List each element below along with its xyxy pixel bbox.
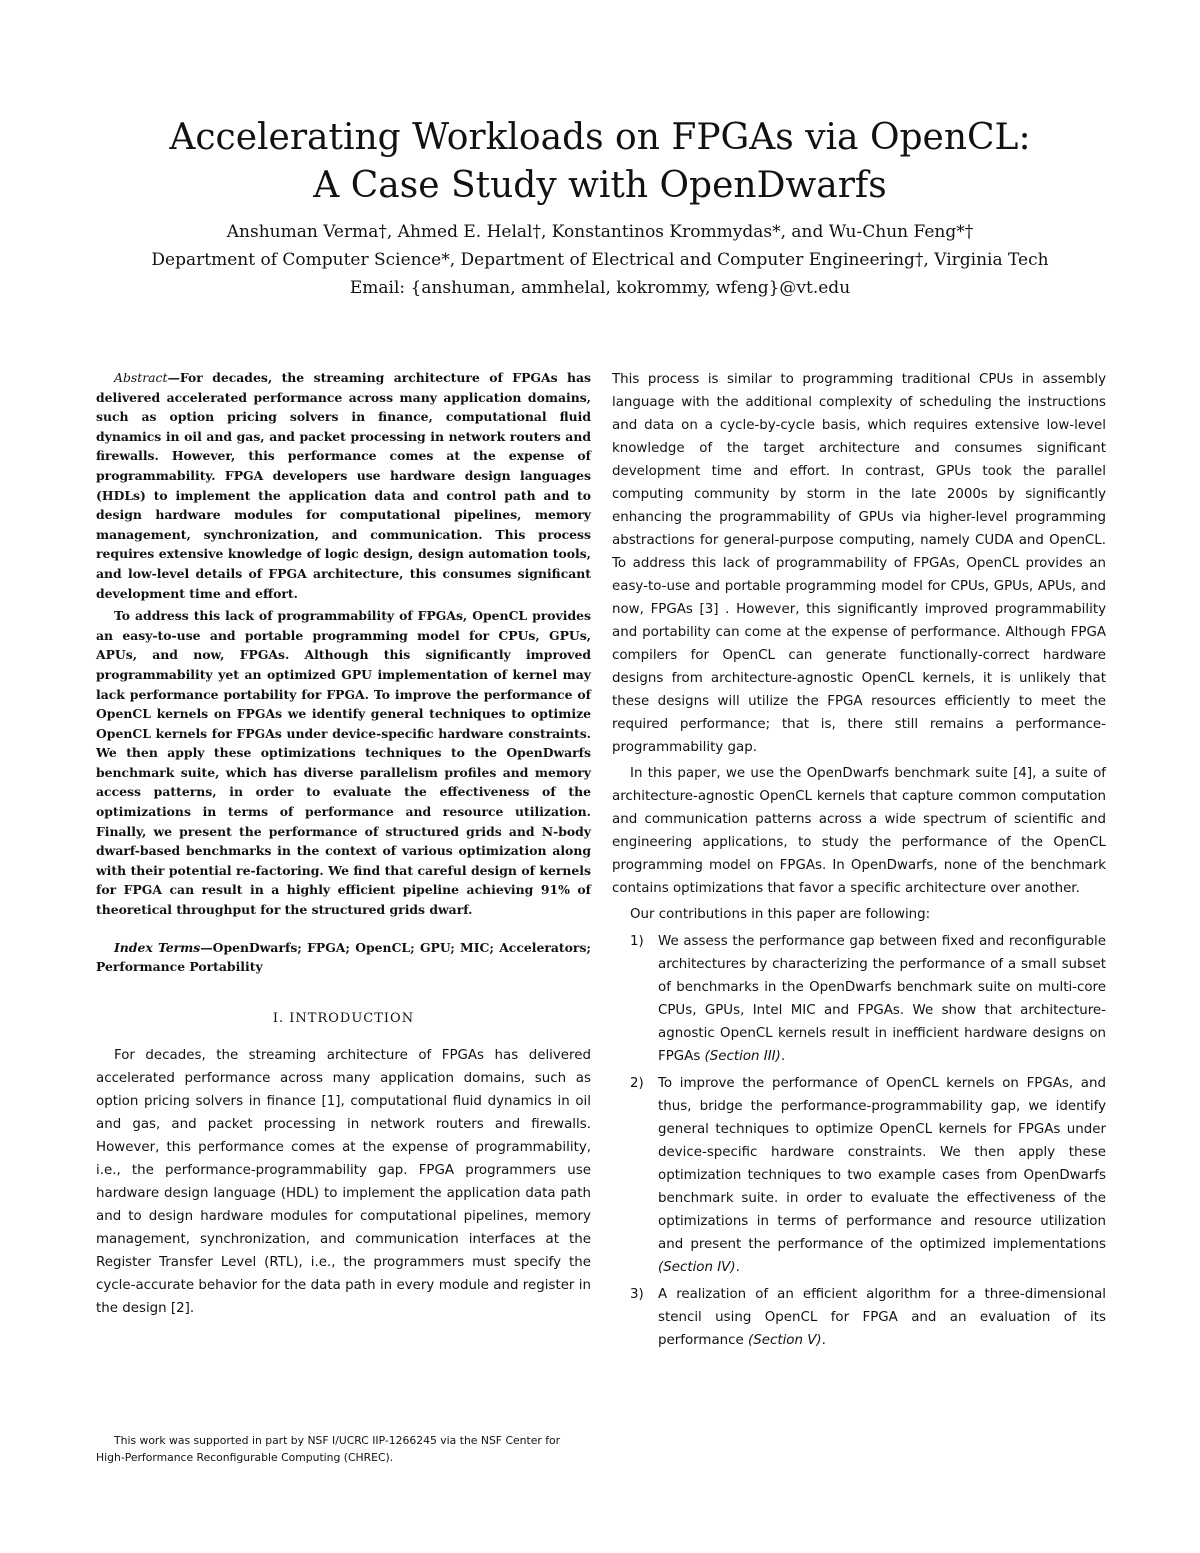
email: Email: {anshuman, ammhelal, kokrommy, wfeng}@vt.edu — [349, 278, 851, 298]
list-item-text: We assess the performance gap between fixed and reconfigurable architectures by characterizing the performance of a small subset of benchmarks in the OpenDwarfs benchmark suite on multi-core CPUs, GPUs, Intel MIC and FPGAs. We show that architecture-agnostic OpenCL kernels result in inefficient hardware designs on FPGAs — [658, 934, 1106, 1064]
list-item — [612, 930, 1106, 1068]
index-terms-text: —OpenDwarfs; FPGA; OpenCL; GPU; MIC; Accelerators; Performance Portability — [96, 939, 591, 975]
abstract-paragraph-2: To address this lack of programmability of FPGAs, OpenCL provides an easy-to-use and portable programming model for CPUs, GPUs, APUs, and now, FPGAs. Although this significantly improved programmability yet an optimized GPU implementation of kernel may lack performance portability for FPGA. To improve the performance of OpenCL kernels on FPGAs we identify general techniques to optimize OpenCL kernels for FPGAs under device-specific hardware constraints. We then apply these optimizations techniques to the OpenDwarfs benchmark suite, which has diverse parallelism profiles and memory access patterns, in order to evaluate the effectiveness of the optimizations in terms of performance and resource utilization. Finally, we present the performance of structured grids and N-body dwarf-based benchmarks in the context of various optimization along with their potential re-factoring. We find that careful design of kernels for FPGA can result in a highly efficient pipeline achieving 91% of theoretical throughput for the structured grids dwarf. — [96, 608, 591, 918]
section-heading-introduction: I. INTRODUCTION — [272, 1010, 415, 1026]
affiliation: Department of Computer Science*, Department of Electrical and Computer Engineering†, Virginia Tech — [151, 250, 1049, 270]
footnote: This work was supported in part by NSF I/UCRC IIP-1266245 via the NSF Center for High-Performance Reconfigurable Computing (CHREC). — [96, 1434, 561, 1464]
list-item-text: To improve the performance of OpenCL kernels on FPGAs, and thus, bridge the performance-programmability gap, we identify general techniques to optimize OpenCL kernels for FPGAs under device-specific hardware constraints. We then apply these optimization techniques to two example cases from OpenDwarfs benchmark suite. in order to evaluate the effectiveness of the optimizations in terms of performance and resource utilization and present the performance of the optimized implementations — [658, 1076, 1106, 1252]
contributions-list — [612, 930, 1106, 1352]
abstract-paragraph-1 — [96, 368, 591, 603]
section-reference: (Section III) — [704, 1049, 781, 1064]
abstract — [96, 368, 591, 977]
abstract-lead: Abstract — [114, 370, 168, 385]
intro-paragraph-3: In this paper, we use the OpenDwarfs benchmark suite [4], a suite of architecture-agnostic OpenCL kernels that capture common computation and communication patterns across a wide spectrum of scientific and engineering applications, to study the performance of the OpenCL programming model on FPGAs. In OpenDwarfs, none of the benchmark contains optimizations that favor a specific architecture over another. — [612, 766, 1106, 896]
abstract-text-1: —For decades, the streaming architecture of FPGAs has delivered accelerated performance across many application domains, such as option pricing solvers in finance, computational fluid dynamics in oil and gas, and packet processing in network routers and firewalls. However, this performance comes at the expense of programmability. FPGA developers use hardware design languages (HDLs) to implement the application data and control path and to design hardware modules for computational pipelines, memory management, synchronization, and communication. This process requires extensive knowledge of logic design, design automation tools, and low-level details of FPGA architecture, this consumes significant development time and effort. — [96, 370, 591, 601]
author-list: Anshuman Verma†, Ahmed E. Helal†, Konstantinos Krommydas*, and Wu-Chun Feng*† — [226, 222, 974, 242]
list-item-tail: . — [735, 1260, 740, 1275]
paper-title — [0, 114, 1200, 210]
list-item — [612, 1283, 1106, 1352]
list-item-text: A realization of an efficient algorithm for a three-dimensional stencil using OpenCL for FPGA and an evaluation of its performance — [658, 1287, 1106, 1348]
list-item — [612, 1072, 1106, 1279]
index-terms — [96, 938, 591, 977]
list-item-number: 1) — [630, 934, 644, 949]
intro-left-body — [96, 1044, 591, 1320]
intro-paragraph-1: For decades, the streaming architecture of FPGAs has delivered accelerated performance across many application domains, such as option pricing solvers in finance [1], computational fluid dynamics in oil and gas, and packet processing in network routers and firewalls. However, this performance comes at the expense of programmability, i.e., the performance-programmability gap. FPGA programmers use hardware design language (HDL) to implement the application data path and to design hardware modules for computational pipelines, memory management, synchronization, and communication interfaces at the Register Transfer Level (RTL), i.e., the programmers must specify the cycle-accurate behavior for the data path in every module and register in the design [2]. — [96, 1047, 591, 1316]
title-line-2: A Case Study with OpenDwarfs — [313, 165, 887, 206]
right-column — [612, 368, 1106, 1356]
intro-right-body — [612, 368, 1106, 926]
title-line-1: Accelerating Workloads on FPGAs via OpenCL: — [169, 117, 1031, 158]
section-reference: (Section V) — [748, 1333, 822, 1348]
list-item-tail: . — [780, 1049, 786, 1064]
list-item-tail: . — [821, 1333, 826, 1348]
intro-paragraph-4: Our contributions in this paper are following: — [630, 907, 931, 922]
index-terms-lead: Index Terms — [114, 939, 201, 955]
list-item-number: 2) — [630, 1076, 644, 1091]
section-reference: (Section IV) — [658, 1260, 736, 1275]
author-block — [0, 218, 1200, 302]
list-item-number: 3) — [630, 1287, 644, 1302]
left-column — [96, 368, 591, 1320]
intro-paragraph-2: This process is similar to programming traditional CPUs in assembly language with the additional complexity of scheduling the instructions and data on a cycle-by-cycle basis, which requires extensive low-level knowledge of the target architecture and consumes significant development time and effort. In contrast, GPUs took the parallel computing community by storm in the late 2000s by significantly enhancing the programmability of GPUs via higher-level programming abstractions for general-purpose computing, namely CUDA and OpenCL. To address this lack of programmability of FPGAs, OpenCL provides an easy-to-use and portable programming model for CPUs, GPUs, APUs, and now, FPGAs [3] . However, this significantly improved programmability and portability can come at the expense of performance. Although FPGA compilers for OpenCL can generate functionally-correct hardware designs from architecture-agnostic OpenCL kernels, it is unlikely that these designs will utilize the FPGA resources efficiently to meet the required performance; that is, there still remains a performance-programmability gap. — [612, 372, 1106, 755]
